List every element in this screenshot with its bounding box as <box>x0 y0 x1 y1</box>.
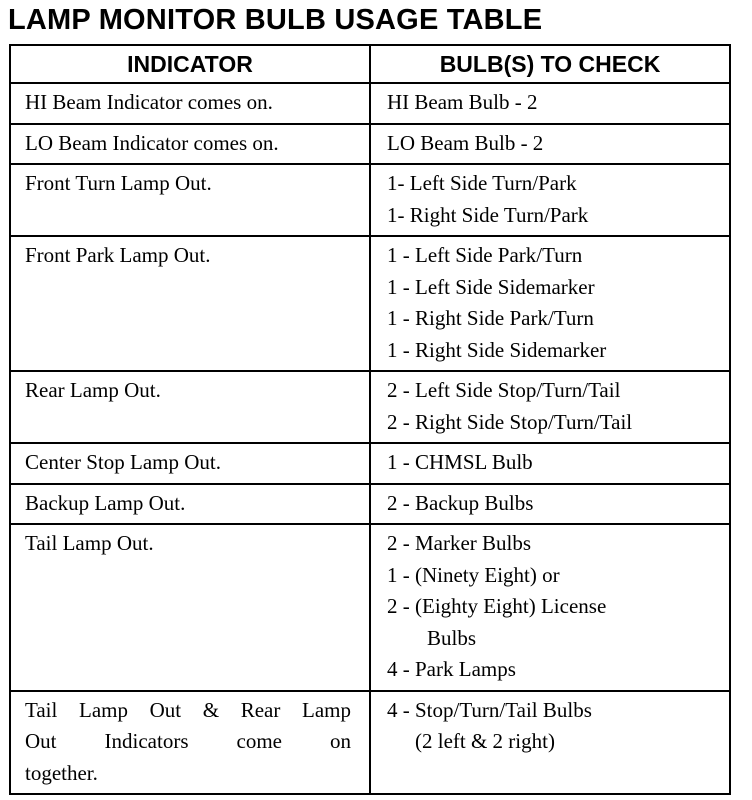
indicator-cell <box>10 371 370 443</box>
table-row <box>10 524 730 691</box>
table-row <box>10 371 730 443</box>
table-row <box>10 236 730 371</box>
bulbs-cell <box>370 83 730 124</box>
usage-table <box>9 44 731 795</box>
header-bulbs: BULB(S) TO CHECK <box>370 45 730 83</box>
bulb-text: (2 left & 2 right) <box>415 729 555 753</box>
indicator-cell <box>10 484 370 525</box>
indicator-cell <box>10 164 370 236</box>
indicator-text: Tail Lamp Out. <box>25 531 154 555</box>
table-row <box>10 443 730 484</box>
indicator-text: LO Beam Indicator comes on. <box>25 130 279 155</box>
bulb-text: 2 - Right Side Stop/Turn/Tail <box>387 409 633 434</box>
bulb-text: 1 - Right Side Sidemarker <box>387 337 607 362</box>
bulbs-cell <box>370 524 730 691</box>
table-row <box>10 484 730 525</box>
indicator-cell <box>10 124 370 165</box>
bulbs-cell <box>370 484 730 525</box>
indicator-text: Tail Lamp Out & Rear Lamp <box>25 697 351 722</box>
bulb-text: 4 - Park Lamps <box>387 657 516 681</box>
indicator-text: HI Beam Indicator comes on. <box>25 90 273 114</box>
bulb-text: 1 - Right Side Park/Turn <box>387 306 594 330</box>
bulb-text: 2 - (Eighty Eight) License <box>387 594 607 618</box>
table-header <box>10 45 730 83</box>
indicator-text: Front Park Lamp Out. <box>25 243 211 267</box>
bulb-text: LO Beam Bulb - 2 <box>387 130 544 155</box>
bulbs-cell <box>370 443 730 484</box>
page-title: LAMP MONITOR BULB USAGE TABLE <box>8 4 543 36</box>
bulb-text: 1 - (Ninety Eight) or <box>387 562 560 587</box>
bulb-text: HI Beam Bulb - 2 <box>387 90 538 114</box>
indicator-cell <box>10 236 370 371</box>
indicator-cell <box>10 83 370 124</box>
indicator-cell <box>10 443 370 484</box>
indicator-text: together. <box>25 760 98 785</box>
bulb-text: Bulbs <box>427 625 477 650</box>
table-row <box>10 164 730 236</box>
header-row <box>10 45 730 83</box>
bulbs-cell <box>370 124 730 165</box>
table-row <box>10 124 730 165</box>
bulb-text: 2 - Left Side Stop/Turn/Tail <box>387 378 621 402</box>
table-row <box>10 83 730 124</box>
bulb-text: 1 - Left Side Sidemarker <box>387 274 595 299</box>
table-row <box>10 691 730 795</box>
header-indicator: INDICATOR <box>10 45 370 83</box>
indicator-text: Front Turn Lamp Out. <box>25 171 212 195</box>
indicator-text: Rear Lamp Out. <box>25 378 161 402</box>
bulb-text: 1- Right Side Turn/Park <box>387 202 589 227</box>
bulbs-cell <box>370 236 730 371</box>
indicator-cell <box>10 691 370 795</box>
bulb-text: 1- Left Side Turn/Park <box>387 171 577 195</box>
bulb-text: 2 - Marker Bulbs <box>387 531 532 555</box>
bulbs-cell <box>370 691 730 795</box>
indicator-text: Out Indicators come on <box>25 729 351 753</box>
bulbs-cell <box>370 164 730 236</box>
bulb-text: 1 - Left Side Park/Turn <box>387 243 583 267</box>
bulb-text: 4 - Stop/Turn/Tail Bulbs <box>387 697 592 722</box>
indicator-text: Center Stop Lamp Out. <box>25 450 221 474</box>
bulb-text: 1 - CHMSL Bulb <box>387 450 533 474</box>
bulbs-cell <box>370 371 730 443</box>
bulb-text: 2 - Backup Bulbs <box>387 490 534 515</box>
table-body <box>10 83 730 794</box>
indicator-text: Backup Lamp Out. <box>25 490 186 515</box>
indicator-cell <box>10 524 370 691</box>
